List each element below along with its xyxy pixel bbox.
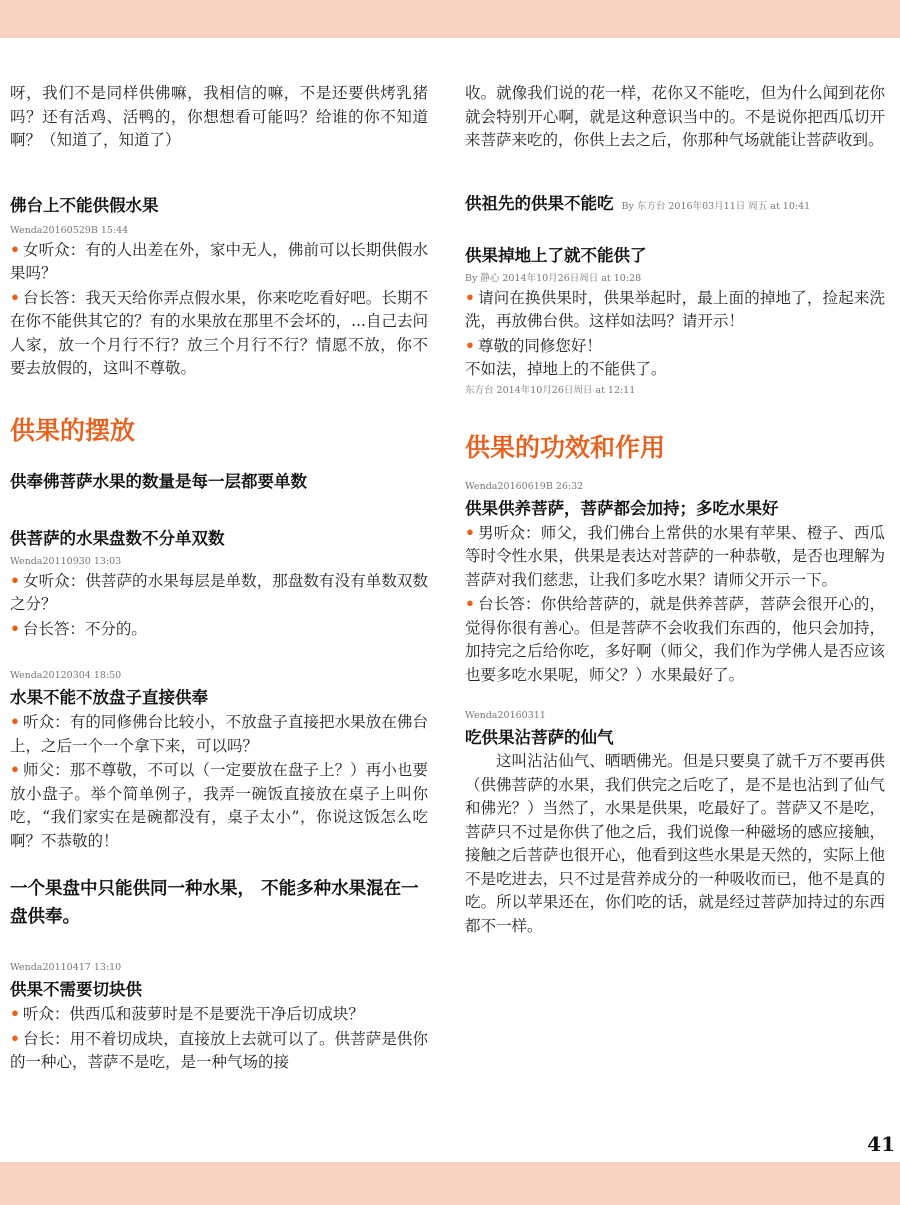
answer-text: 台长答：你供给菩萨的，就是供养菩萨，菩萨会很开心的，觉得你很有善心。但是菩萨不会收我们东西的，他只会加持，加持完之后给你吃，多好啊（师父，我们作为学佛人是否应该也要多吃水果呢，师父？）水果最好了。 xyxy=(465,595,885,684)
source-stamp: Wenda20160619B 26:32 xyxy=(465,480,584,492)
answer-text: 台长：用不着切成块，直接放上去就可以了。供菩萨是供你的一种心，菩萨不是吃，是一种气场的接 xyxy=(10,1029,428,1071)
heading-no-fake-fruit: 佛台上不能供假水果 xyxy=(10,195,159,215)
bottom-band xyxy=(0,1162,900,1205)
source-stamp: Wenda20120304 18:50 xyxy=(10,670,122,681)
heading-odd-number: 供奉佛菩萨水果的数量是每一层都要单数 xyxy=(10,471,307,491)
bullet-icon: • xyxy=(465,287,475,307)
heading-text: 供祖先的供果不能吃 xyxy=(465,193,614,213)
right-column xyxy=(465,82,885,938)
right-intro-paragraph: 收。就像我们说的花一样，花你又不能吃，但为什么闻到花你就会特别开心啊，就是这种意识当中的。不是说你把西瓜切开来菩萨来吃的，你供上去之后，你那种气场就能让菩萨收到。 xyxy=(465,84,885,149)
answer-paragraph xyxy=(465,334,885,359)
question-paragraph xyxy=(10,710,428,758)
answer-paragraph xyxy=(10,617,428,642)
source-stamp: Wenda20110417 13:10 xyxy=(10,962,122,973)
bullet-icon: • xyxy=(10,239,20,259)
heading-plate-count: 供菩萨的水果盘数不分单双数 xyxy=(10,528,225,548)
question-text: 男听众：师父，我们佛台上常供的水果有苹果、橙子、西瓜等时令性水果，供果是表达对菩萨的一种恭敬，是否也理解为菩萨对我们慈悲，让我们多吃水果？请师父开示一下。 xyxy=(465,523,885,589)
answer-paragraph xyxy=(10,758,428,853)
heading-blessing: 供果供养菩萨，菩萨都会加持；多吃水果好 xyxy=(465,498,779,518)
question-paragraph xyxy=(465,286,885,334)
source-stamp: Wenda20160529B 15:44 xyxy=(10,224,129,236)
source-stamp: 东方台 2014年10月26日周日 at 12:11 xyxy=(465,384,636,396)
answer-paragraph xyxy=(10,286,428,381)
bullet-icon: • xyxy=(10,1004,20,1023)
left-intro-paragraph: 呀，我们不是同样供佛嘛，我相信的嘛，不是还要供烤乳猪吗？还有活鸡、活鸭的，你想想看可能吗？给谁的你不知道啊？（知道了，知道了） xyxy=(10,84,428,149)
answer-paragraph xyxy=(465,592,885,687)
question-paragraph xyxy=(10,1002,428,1027)
section-title-placement: 供果的摆放 xyxy=(10,415,136,445)
bullet-icon: • xyxy=(465,335,475,355)
answer-text: 台长答：不分的。 xyxy=(22,619,147,638)
source-stamp: Wenda20160311 xyxy=(465,710,546,721)
heading-no-cutting: 供果不需要切块供 xyxy=(10,980,142,999)
page-number: 41 xyxy=(867,1132,895,1156)
question-text: 听众：有的同修佛台比较小，不放盘子直接把水果放在佛台上，之后一个一个拿下来，可以吗？ xyxy=(10,713,428,755)
question-text: 女听众：供菩萨的水果每层是单数，那盘数有没有单数双数之分？ xyxy=(10,571,428,613)
question-paragraph xyxy=(465,521,885,593)
bullet-icon: • xyxy=(10,618,20,638)
answer-paragraph-2: 不如法，掉地上的不能供了。 xyxy=(465,360,667,378)
question-text: 听众：供西瓜和菠萝时是不是要洗干净后切成块？ xyxy=(22,1005,364,1023)
heading-dropped-fruit: 供果掉地上了就不能供了 xyxy=(465,245,647,265)
question-paragraph xyxy=(10,569,428,617)
answer-text: 台长答：我天天给你弄点假水果，你来吃吃看好吧。长期不在你不能供其它的？有的水果放在那里不会坏的，...自己去问人家，放一个月行不行？放三个月行不行？情愿不放，你不要去放假的，这叫不尊敬。 xyxy=(10,288,428,377)
section-title-effects: 供果的功效和作用 xyxy=(465,432,666,462)
bullet-icon: • xyxy=(465,522,475,542)
source-stamp: Wenda20110930 13:03 xyxy=(10,555,122,567)
bullet-icon: • xyxy=(10,287,20,307)
heading-ancestor-offering xyxy=(465,191,885,219)
heading-need-plate: 水果不能不放盘子直接供奉 xyxy=(10,688,208,707)
bullet-icon: • xyxy=(10,760,20,779)
heading-one-kind: 一个果盘中只能供同一种水果， 不能多种水果混在一盘供奉。 xyxy=(10,879,419,927)
source-stamp: By 东方台 2016年03月11日 周五 at 10:41 xyxy=(621,200,811,212)
answer-paragraph xyxy=(10,1027,428,1075)
question-text: 女听众：有的人出差在外，家中无人，佛前可以长期供假水果吗？ xyxy=(10,240,428,282)
bullet-icon: • xyxy=(465,594,475,613)
bullet-icon: • xyxy=(10,712,20,731)
top-band xyxy=(0,0,900,38)
bullet-icon: • xyxy=(10,1028,20,1048)
bullet-icon: • xyxy=(10,570,20,590)
answer-text: 师父：那不尊敬，不可以（一定要放在盘子上？）再小也要放小盘子。举个简单例子，我弄一碗饭直接放在桌子上叫你吃，“我们家实在是碗都没有，桌子太小”，你说这饭怎么吃啊？不恭敬的！ xyxy=(10,761,428,850)
heading-immortal-aura: 吃供果沾菩萨的仙气 xyxy=(465,728,614,747)
answer-text: 尊敬的同修您好！ xyxy=(477,336,602,355)
question-paragraph xyxy=(10,238,428,286)
question-text: 请问在换供果时，供果举起时，最上面的掉地了，捡起来洗洗，再放佛台供。这样如法吗？请开示！ xyxy=(465,288,885,330)
source-stamp: By 静心 2014年10月26日周日 at 10:28 xyxy=(465,272,642,284)
body-paragraph: 这叫沾沾仙气、晒晒佛光。但是只要臭了就千万不要再供（供佛菩萨的水果，我们供完之后吃了，是不是也沾到了仙气和佛光？）当然了，水果是供果，吃最好了。菩萨又不是吃，菩萨只不过是你供了他之后，我们说像一种磁场的感应接触，接触之后菩萨也很开心，他看到这些水果是天然的，实际上他不是吃进去，只不过是营养成分的一种吸收而已，他不是真的吃。所以苹果还在，你们吃的话，就是经过菩萨加持过的东西都不一样。 xyxy=(465,752,885,935)
left-column xyxy=(10,82,428,1075)
